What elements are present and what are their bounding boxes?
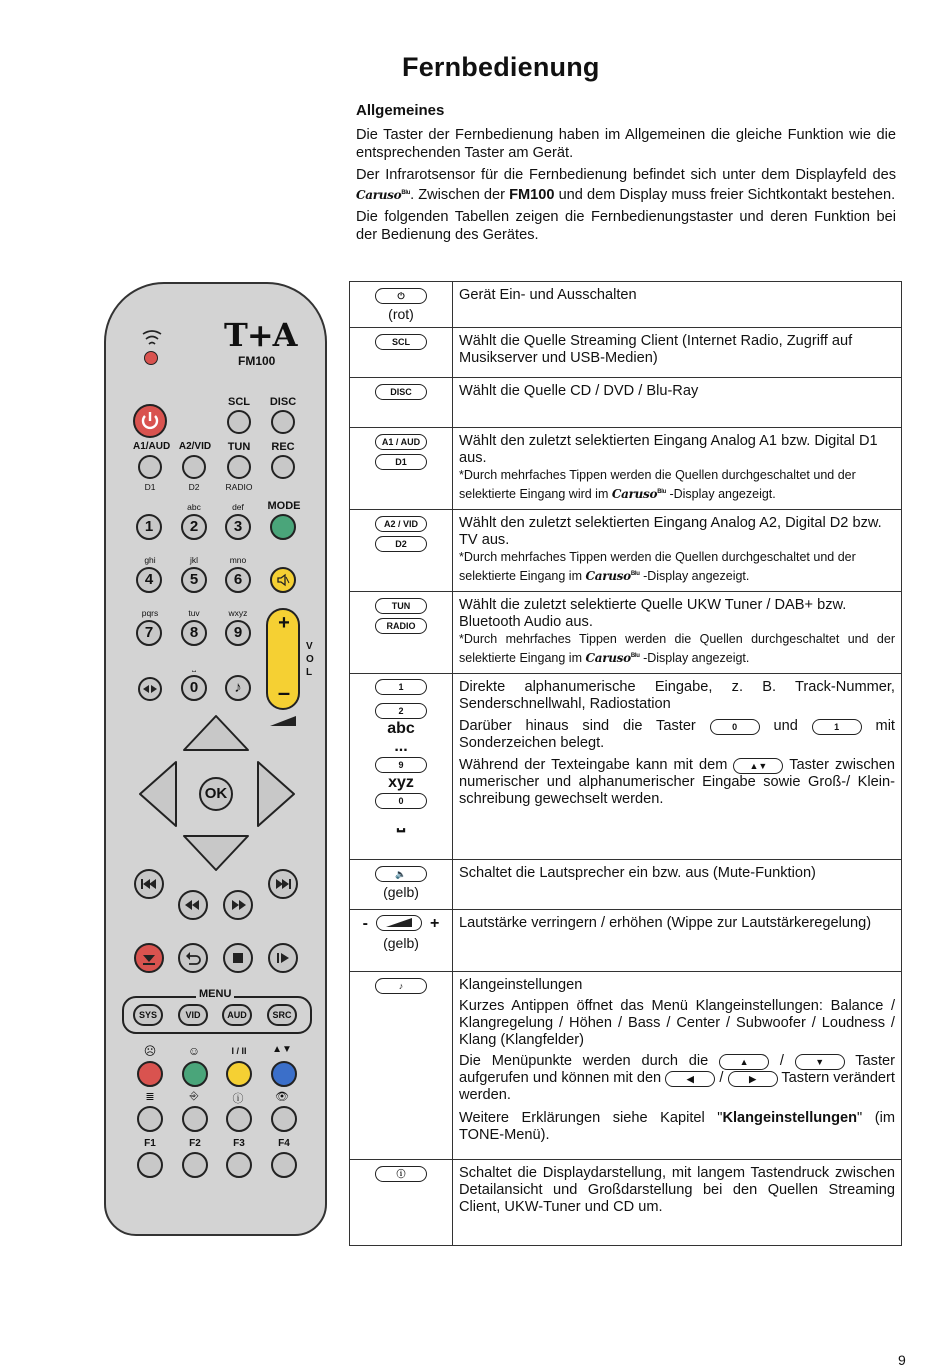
skip-forward-button[interactable]: [268, 869, 298, 899]
input-button[interactable]: [182, 1106, 208, 1132]
d2-label: D2: [188, 482, 200, 492]
status-led: [144, 351, 158, 365]
key-1[interactable]: 1: [136, 514, 162, 540]
radio-key: RADIO: [375, 618, 427, 634]
key-2[interactable]: 2: [181, 514, 207, 540]
tun-button[interactable]: [227, 455, 251, 479]
a2-key: A2 / VID: [375, 516, 427, 532]
info-icon: ⓘ: [232, 1093, 244, 1105]
stop-button[interactable]: [223, 943, 253, 973]
music-note-icon: ♪: [234, 679, 242, 696]
sys-button[interactable]: SYS: [133, 1004, 163, 1026]
key-9-symbol: 9: [375, 757, 427, 773]
table-row: - + (gelb) Lautstärke verringern / erhöhen (Wippe zur Lautstärkeregelung): [350, 910, 902, 972]
space-symbol: ⎵: [192, 662, 196, 672]
ok-button[interactable]: OK: [199, 777, 233, 811]
intro-heading: Allgemeines: [356, 102, 445, 119]
rewind-button[interactable]: [178, 890, 208, 920]
ghi-label: ghi: [144, 555, 156, 565]
eye-icon: 👁: [275, 1091, 289, 1103]
f4-button[interactable]: [271, 1152, 297, 1178]
skip-back-icon: [136, 871, 162, 897]
vol-label: V O L: [306, 641, 314, 678]
remote-control-illustration: [104, 282, 327, 1236]
mode-button[interactable]: [270, 514, 296, 540]
rec-label: REC: [271, 441, 295, 453]
d2-key: D2: [375, 536, 427, 552]
key-3[interactable]: 3: [225, 514, 251, 540]
down-arrow-button[interactable]: [184, 836, 248, 870]
key-9[interactable]: 9: [225, 620, 251, 646]
mute-key: 🔈: [375, 866, 427, 882]
power-icon: [135, 406, 165, 436]
fast-forward-icon: [225, 892, 251, 918]
f1-label: F1: [144, 1138, 156, 1149]
tone-key: ♪: [375, 978, 427, 994]
a1-button[interactable]: [138, 455, 162, 479]
aud-button[interactable]: AUD: [222, 1004, 252, 1026]
radio-label: RADIO: [225, 482, 253, 492]
jkl-label: jkl: [189, 555, 199, 565]
right-arrow-button[interactable]: [258, 762, 294, 826]
volume-minus[interactable]: –: [277, 680, 291, 705]
back-button[interactable]: [178, 943, 208, 973]
f4-label: F4: [278, 1138, 290, 1149]
caruso-logo: Caruso$^{Blu}$: [356, 188, 411, 202]
rec-button[interactable]: [271, 455, 295, 479]
rewind-icon: [180, 892, 206, 918]
mute-button[interactable]: [270, 567, 296, 593]
d1-key: D1: [375, 454, 427, 470]
tuv-label: tuv: [188, 608, 200, 618]
key-6[interactable]: 6: [225, 567, 251, 593]
key-5[interactable]: 5: [181, 567, 207, 593]
tun-key: TUN: [375, 598, 427, 614]
back-icon: [180, 945, 206, 971]
left-right-icon: [140, 679, 160, 699]
tun-label: TUN: [227, 441, 251, 453]
volume-rocker[interactable]: [266, 608, 300, 710]
volume-plus[interactable]: +: [278, 612, 290, 634]
a1-key: A1 / AUD: [375, 434, 427, 450]
tone-button[interactable]: [225, 675, 251, 701]
list-button[interactable]: [137, 1106, 163, 1132]
page-title: Fernbedienung: [402, 52, 600, 82]
intro-section: [356, 102, 896, 248]
yellow-button[interactable]: [226, 1061, 252, 1087]
def-label: def: [232, 502, 244, 512]
skip-back-button[interactable]: [134, 869, 164, 899]
mode-label: MODE: [267, 500, 301, 512]
red-button[interactable]: [137, 1061, 163, 1087]
intro-paragraph-1: Die Taster der Fernbedienung haben im Allgemeinen die gleiche Funktion wie die entsprechenden Taster am Gerät.: [356, 127, 896, 161]
table-row: 1 2 abc ... 9 xyz 0 ⎵ Direkte alphanumerische Eingabe, z. B. Track-Nummer, Senderschnellwahl, Radiostation Darüber hinaus sind die Taster 0 und 1 mit Sonderzeichen belegt. Während der Texteingabe kann mit dem ▲▼ Taster zwischen numerischer und alphanumerischer Eingabe sowie Groß-/ Klein-schreibung gewechselt werden.: [350, 674, 902, 860]
table-row: A1 / AUD D1 Wählt den zuletzt selektierten Eingang Analog A1 bzw. Digital D1 aus. *Durch mehrfaches Tippen werden die Quellen durchgeschaltet und der selektierte Eingang wird im Caruso$^{Blu}$ -Display angezeigt.: [350, 428, 902, 510]
eject-button[interactable]: [134, 943, 164, 973]
space-symbol: ⎵: [397, 810, 405, 832]
table-row: 🔈 (gelb) Schaltet die Lautsprecher ein bzw. aus (Mute-Funktion): [350, 860, 902, 910]
table-row: ⓘ Schaltet die Displaydarstellung, mit langem Tastendruck zwischen Detailansicht und Großdarstellung bei den Quellen Streaming Client, UKW-Tuner und CD um.: [350, 1160, 902, 1246]
power-key: ⏻: [375, 288, 427, 304]
i-ii-label: I / II: [231, 1046, 247, 1056]
key-0-symbol: 0: [375, 793, 427, 809]
key-4[interactable]: 4: [136, 567, 162, 593]
sad-face-icon: ☹: [143, 1044, 157, 1058]
table-row: ♪ Klangeinstellungen Kurzes Antippen öffnet das Menü Klangeinstellungen: Balance / Klangregelung / Höhen / Bass / Center / Subwoofer / Loudness / Klang (Klangfelder) Die Menüpunkte werden durch die ▲ / ▼ Taster aufgerufen und können mit den ◀ / ▶ Tastern verändert werden. Weitere Erklärungen siehe Kapitel "Klangeinstellungen" (im TONE-Menü).: [350, 972, 902, 1160]
mno-label: mno: [229, 555, 247, 565]
up-down-icon: ▲▼: [272, 1044, 292, 1055]
speaker-mute-icon: [272, 569, 294, 591]
function-table: [349, 281, 902, 1246]
up-arrow-button[interactable]: [184, 716, 248, 750]
brand-logo: T+A: [224, 316, 297, 354]
vid-button[interactable]: VID: [178, 1004, 208, 1026]
table-row: SCL Wählt die Quelle Streaming Client (Internet Radio, Zugriff auf Musikserver und USB-Medien): [350, 328, 902, 378]
happy-face-icon: ☺: [187, 1044, 201, 1058]
key-7[interactable]: 7: [136, 620, 162, 646]
f3-label: F3: [233, 1138, 245, 1149]
table-row: DISC Wählt die Quelle CD / DVD / Blu-Ray: [350, 378, 902, 428]
disc-label: DISC: [269, 396, 297, 408]
f2-label: F2: [189, 1138, 201, 1149]
key-0[interactable]: 0: [181, 675, 207, 701]
table-row: A2 / VID D2 Wählt den zuletzt selektierten Eingang Analog A2, Digital D2 bzw. TV aus. *Durch mehrfaches Tippen werden die Quellen durchgeschaltet und der selektierte Eingang im Caruso$^{Blu}$ -Display angezeigt.: [350, 510, 902, 592]
menu-label: MENU: [196, 988, 234, 1000]
f2-button[interactable]: [182, 1152, 208, 1178]
f1-button[interactable]: [137, 1152, 163, 1178]
left-arrow-button[interactable]: [140, 762, 176, 826]
src-button[interactable]: SRC: [267, 1004, 297, 1026]
power-button[interactable]: [133, 404, 167, 438]
table-row: TUN RADIO Wählt die zuletzt selektierte Quelle UKW Tuner / DAB+ bzw. Bluetooth Audio aus. *Durch mehrfaches Tippen werden die Quellen durchgeschaltet und der selektierte Eingang im Caruso$^{Blu}$ -Display angezeigt.: [350, 592, 902, 674]
left-right-button[interactable]: [138, 677, 162, 701]
input-icon: ⎆: [189, 1090, 199, 1102]
intro-paragraph-3: Die folgenden Tabellen zeigen die Fernbedienungstaster und deren Funktion bei der Bedienung des Gerätes.: [356, 209, 896, 243]
table-row: ⏻ (rot) Gerät Ein- und Ausschalten: [350, 282, 902, 328]
pqrs-label: pqrs: [141, 608, 159, 618]
key-1-symbol: 1: [375, 679, 427, 695]
volume-wedge-icon: [384, 916, 414, 928]
fast-forward-button[interactable]: [223, 890, 253, 920]
f3-button[interactable]: [226, 1152, 252, 1178]
scl-label: SCL: [228, 396, 250, 408]
info-button[interactable]: [226, 1106, 252, 1132]
volume-key: [376, 915, 422, 931]
scl-button[interactable]: [227, 410, 251, 434]
a2-label: A2/VID: [178, 441, 212, 452]
eject-icon: [136, 945, 162, 971]
d1-label: D1: [144, 482, 156, 492]
key-2-symbol: 2: [375, 703, 427, 719]
abc-label: abc: [187, 502, 201, 512]
model-label: FM100: [238, 354, 276, 368]
disc-button[interactable]: [271, 410, 295, 434]
skip-forward-icon: [270, 871, 296, 897]
infrared-icon: [140, 328, 164, 348]
play-pause-button[interactable]: [268, 943, 298, 973]
page-number: 9: [898, 1352, 906, 1368]
stop-icon: [225, 945, 251, 971]
disc-key: DISC: [375, 384, 427, 400]
info-key: ⓘ: [375, 1166, 427, 1182]
a1-label: A1/AUD: [133, 441, 171, 452]
list-icon: ≣: [145, 1091, 155, 1103]
green-button[interactable]: [182, 1061, 208, 1087]
scl-key: SCL: [375, 334, 427, 350]
eye-button[interactable]: [271, 1106, 297, 1132]
blue-button[interactable]: [271, 1061, 297, 1087]
intro-paragraph-2: Der Infrarotsensor für die Fernbedienung befindet sich unter dem Displayfeld des Caruso$^{Blu}$. Zwischen der FM100 und dem Display muss freier Sichtkontakt bestehen.: [356, 167, 896, 203]
wxyz-label: wxyz: [228, 608, 248, 618]
a2-button[interactable]: [182, 455, 206, 479]
key-8[interactable]: 8: [181, 620, 207, 646]
play-pause-icon: [270, 945, 296, 971]
